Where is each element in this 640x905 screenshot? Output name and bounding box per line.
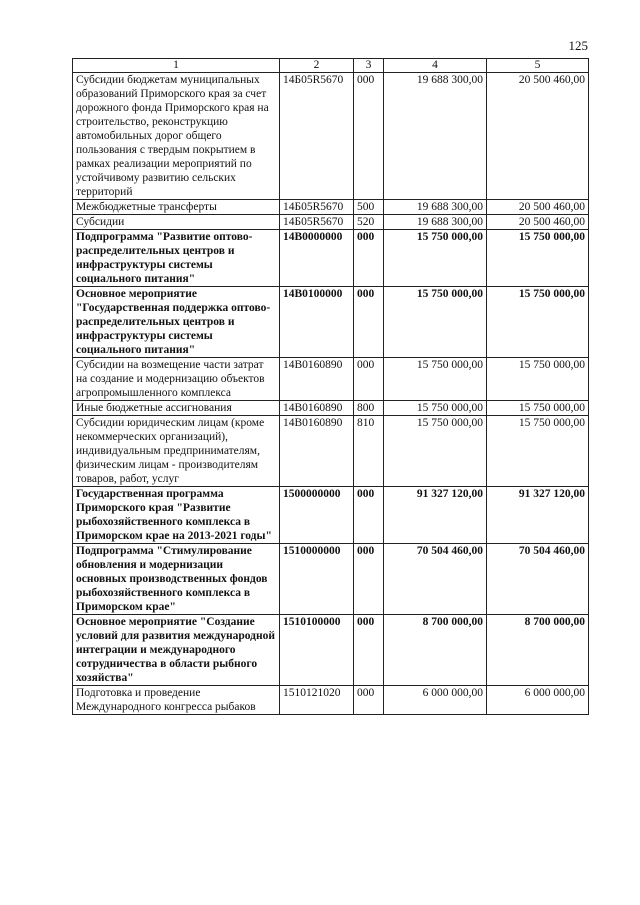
row-sum-1: 15 750 000,00 <box>384 401 487 416</box>
row-code: 1500000000 <box>280 487 354 544</box>
row-code: 14В0000000 <box>280 230 354 287</box>
row-sum-1: 15 750 000,00 <box>384 358 487 401</box>
row-sum-2: 15 750 000,00 <box>487 230 589 287</box>
header-sum-2: 5 <box>487 59 589 73</box>
row-code: 14Б05R5670 <box>280 215 354 230</box>
table-row <box>73 686 589 715</box>
row-sum-2: 15 750 000,00 <box>487 287 589 358</box>
row-sum-1: 15 750 000,00 <box>384 287 487 358</box>
header-sum-1: 4 <box>384 59 487 73</box>
row-name: Подготовка и проведение Международного конгресса рыбаков <box>73 686 280 715</box>
row-name: Подпрограмма "Стимулирование обновления и модернизации основных производственных фондов рыбохозяйственного комплекса в Приморском крае" <box>73 544 280 615</box>
row-sum-2: 20 500 460,00 <box>487 73 589 200</box>
table-row <box>73 358 589 401</box>
row-sum-1: 70 504 460,00 <box>384 544 487 615</box>
row-name: Основное мероприятие "Создание условий для развития международной интеграции и международного сотрудничества в области рыбного хозяйства" <box>73 615 280 686</box>
row-sum-2: 20 500 460,00 <box>487 215 589 230</box>
row-name: Иные бюджетные ассигнования <box>73 401 280 416</box>
row-code: 14В0100000 <box>280 287 354 358</box>
table-body <box>73 73 589 715</box>
row-name: Субсидии <box>73 215 280 230</box>
page-number: 125 <box>568 38 588 53</box>
row-sum-2: 91 327 120,00 <box>487 487 589 544</box>
row-code: 14Б05R5670 <box>280 73 354 200</box>
row-code: 14В0160890 <box>280 401 354 416</box>
row-name: Субсидии на возмещение части затрат на создание и модернизацию объектов агропромышленного комплекса <box>73 358 280 401</box>
row-sum-2: 20 500 460,00 <box>487 200 589 215</box>
table-row <box>73 230 589 287</box>
row-sum-2: 8 700 000,00 <box>487 615 589 686</box>
table-row <box>73 200 589 215</box>
row-code: 1510100000 <box>280 615 354 686</box>
row-sum-2: 70 504 460,00 <box>487 544 589 615</box>
row-code: 14В0160890 <box>280 358 354 401</box>
row-vr: 000 <box>354 230 384 287</box>
row-code: 1510000000 <box>280 544 354 615</box>
row-sum-1: 19 688 300,00 <box>384 215 487 230</box>
row-vr: 000 <box>354 686 384 715</box>
table-row <box>73 287 589 358</box>
table-row <box>73 487 589 544</box>
row-name: Подпрограмма "Развитие оптово-распределительных центров и инфраструктуры системы социального питания" <box>73 230 280 287</box>
header-row <box>73 59 589 73</box>
row-vr: 810 <box>354 416 384 487</box>
row-sum-1: 15 750 000,00 <box>384 416 487 487</box>
header-vr: 3 <box>354 59 384 73</box>
row-name: Субсидии бюджетам муниципальных образований Приморского края за счет дорожного фонда Приморского края на строительство, реконструкцию автомобильных дорог общего пользования с твердым покрытием в рамках реализации мероприятий по устойчивому развитию сельских территорий <box>73 73 280 200</box>
row-code: 1510121020 <box>280 686 354 715</box>
row-vr: 000 <box>354 287 384 358</box>
table-row <box>73 401 589 416</box>
row-sum-1: 8 700 000,00 <box>384 615 487 686</box>
row-sum-2: 6 000 000,00 <box>487 686 589 715</box>
budget-table <box>72 58 589 715</box>
row-name: Субсидии юридическим лицам (кроме некоммерческих организаций), индивидуальным предпринимателям, физическим лицам - производителям товаров, работ, услуг <box>73 416 280 487</box>
header-name: 1 <box>73 59 280 73</box>
row-sum-2: 15 750 000,00 <box>487 358 589 401</box>
row-vr: 800 <box>354 401 384 416</box>
row-vr: 000 <box>354 358 384 401</box>
row-sum-1: 19 688 300,00 <box>384 73 487 200</box>
row-name: Основное мероприятие "Государственная поддержка оптово-распределительных центров и инфраструктуры системы социального питания" <box>73 287 280 358</box>
row-vr: 520 <box>354 215 384 230</box>
table-row <box>73 73 589 200</box>
row-name: Государственная программа Приморского края "Развитие рыбохозяйственного комплекса в Приморском крае на 2013-2021 годы" <box>73 487 280 544</box>
row-vr: 000 <box>354 544 384 615</box>
row-sum-1: 91 327 120,00 <box>384 487 487 544</box>
row-sum-1: 19 688 300,00 <box>384 200 487 215</box>
table-row <box>73 215 589 230</box>
row-name: Межбюджетные трансферты <box>73 200 280 215</box>
row-vr: 500 <box>354 200 384 215</box>
table-row <box>73 544 589 615</box>
header-code: 2 <box>280 59 354 73</box>
table-row <box>73 416 589 487</box>
row-sum-2: 15 750 000,00 <box>487 416 589 487</box>
row-sum-1: 15 750 000,00 <box>384 230 487 287</box>
row-vr: 000 <box>354 487 384 544</box>
row-sum-2: 15 750 000,00 <box>487 401 589 416</box>
row-vr: 000 <box>354 73 384 200</box>
row-vr: 000 <box>354 615 384 686</box>
row-sum-1: 6 000 000,00 <box>384 686 487 715</box>
row-code: 14В0160890 <box>280 416 354 487</box>
row-code: 14Б05R5670 <box>280 200 354 215</box>
table-row <box>73 615 589 686</box>
